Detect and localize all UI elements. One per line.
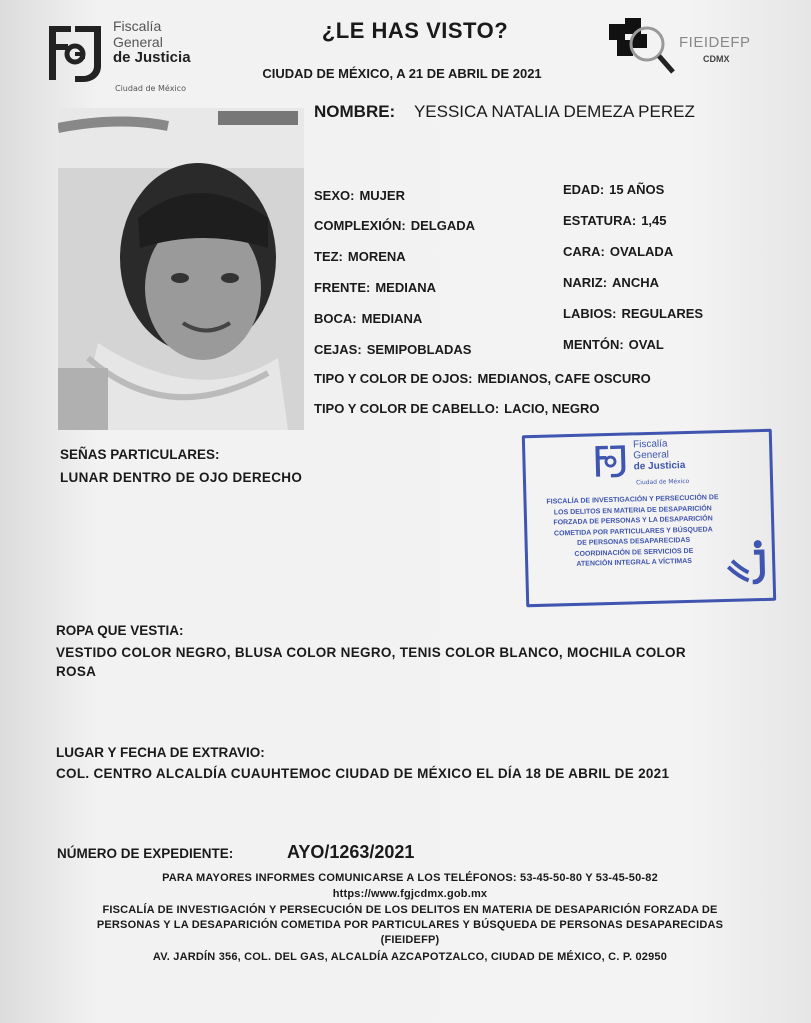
fgj-logo-text: Fiscalía General de Justicia — [113, 18, 191, 66]
attr-tez: TEZ: MORENA — [314, 249, 406, 264]
attr-estatura: ESTATURA: 1,45 — [563, 213, 667, 228]
stamp-emblem-icon — [593, 442, 628, 481]
senas-value: LUNAR DENTRO DE OJO DERECHO — [60, 470, 303, 485]
attr-complexion: COMPLEXIÓN: DELGADA — [314, 218, 476, 233]
lugar-label: LUGAR Y FECHA DE EXTRAVIO: — [56, 745, 265, 760]
attr-boca: BOCA: MEDIANA — [314, 311, 423, 326]
fieidefp-logo-sub: CDMX — [703, 54, 730, 64]
fieidefp-logo-word: FIEIDEFP — [679, 34, 751, 51]
person-photo-drawing — [58, 108, 304, 430]
stamp-text: FISCALÍA DE INVESTIGACIÓN Y PERSECUCIÓN DE LOS DELITOS EN MATERIA DE DESAPARICIÓN FORZADA DE PERSONAS Y LA DESAPARICIÓN COMETIDA POR PARTICULARES Y BÚSQUEDA DE PERSONAS DESAPARECIDAS COORDINACIÓN DE SERVICIOS DE ATENCIÓN INTEGRAL A VÍCTIMAS — [546, 494, 719, 568]
lugar-value: COL. CENTRO ALCALDÍA CUAUHTEMOC CIUDAD DE MÉXICO EL DÍA 18 DE ABRIL DE 2021 — [56, 766, 670, 781]
attr-sexo: SEXO: MUJER — [314, 188, 405, 203]
attr-frente: FRENTE: MEDIANA — [314, 280, 437, 295]
ropa-value: VESTIDO COLOR NEGRO, BLUSA COLOR NEGRO, TENIS COLOR BLANCO, MOCHILA COLOR ROSA — [56, 645, 686, 679]
ropa-label: ROPA QUE VESTIA: — [56, 623, 184, 638]
fgj-logo-city: Ciudad de México — [115, 84, 186, 93]
person-photo — [58, 108, 304, 430]
attr-labios: LABIOS: REGULARES — [563, 306, 704, 321]
attr-cara: CARA: OVALADA — [563, 244, 674, 259]
attr-menton: MENTÓN: OVAL — [563, 337, 664, 352]
expediente-value: AYO/1263/2021 — [287, 842, 415, 862]
stamp-symbol-icon — [726, 536, 769, 585]
attr-edad: EDAD: 15 AÑOS — [563, 182, 665, 197]
attr-cabello: TIPO Y COLOR DE CABELLO: LACIO, NEGRO — [314, 401, 600, 416]
footer-phones: PARA MAYORES INFORMES COMUNICARSE A LOS TELÉFONOS: 53-45-50-80 Y 53-45-50-82 — [162, 872, 658, 884]
stamp-city: Ciudad de México — [635, 477, 690, 487]
expediente-label: NÚMERO DE EXPEDIENTE: — [57, 846, 234, 861]
fgj-logo — [45, 18, 210, 98]
footer-agency: FISCALÍA DE INVESTIGACIÓN Y PERSECUCIÓN DE LOS DELITOS EN MATERIA DE DESAPARICIÓN FORZADA DE PERSONAS Y LA DESAPARICIÓN COMETIDA POR PARTICULARES Y BÚSQUEDA DE PERSONAS DESAPARECIDAS (FIEIDEFP) — [96, 904, 724, 946]
attr-ojos: TIPO Y COLOR DE OJOS: MEDIANOS, CAFE OSCURO — [314, 371, 651, 386]
page-title: ¿LE HAS VISTO? — [321, 18, 509, 43]
senas-label: SEÑAS PARTICULARES: — [60, 447, 220, 462]
person-name-row — [314, 102, 695, 122]
attr-nariz: NARIZ: ANCHA — [563, 275, 659, 290]
fgj-emblem-icon — [45, 20, 105, 86]
person-name: YESSICA NATALIA DEMEZA PEREZ — [413, 102, 695, 121]
attr-cejas: CEJAS: SEMIPOBLADAS — [314, 342, 472, 357]
puzzle-magnifier-icon — [603, 14, 683, 84]
footer-address: AV. JARDÍN 356, COL. DEL GAS, ALCALDÍA AZCAPOTZALCO, CIUDAD DE MÉXICO, C. P. 02950 — [152, 951, 668, 963]
name-label: NOMBRE: — [314, 102, 396, 121]
official-stamp — [522, 429, 776, 607]
footer-url[interactable]: https://www.fgjcdmx.gob.mx — [332, 888, 488, 900]
stamp-agency-name: Fiscalía General de Justicia — [632, 438, 686, 473]
dateline: CIUDAD DE MÉXICO, A 21 DE ABRIL DE 2021 — [262, 66, 542, 81]
fieidefp-logo — [603, 14, 793, 84]
